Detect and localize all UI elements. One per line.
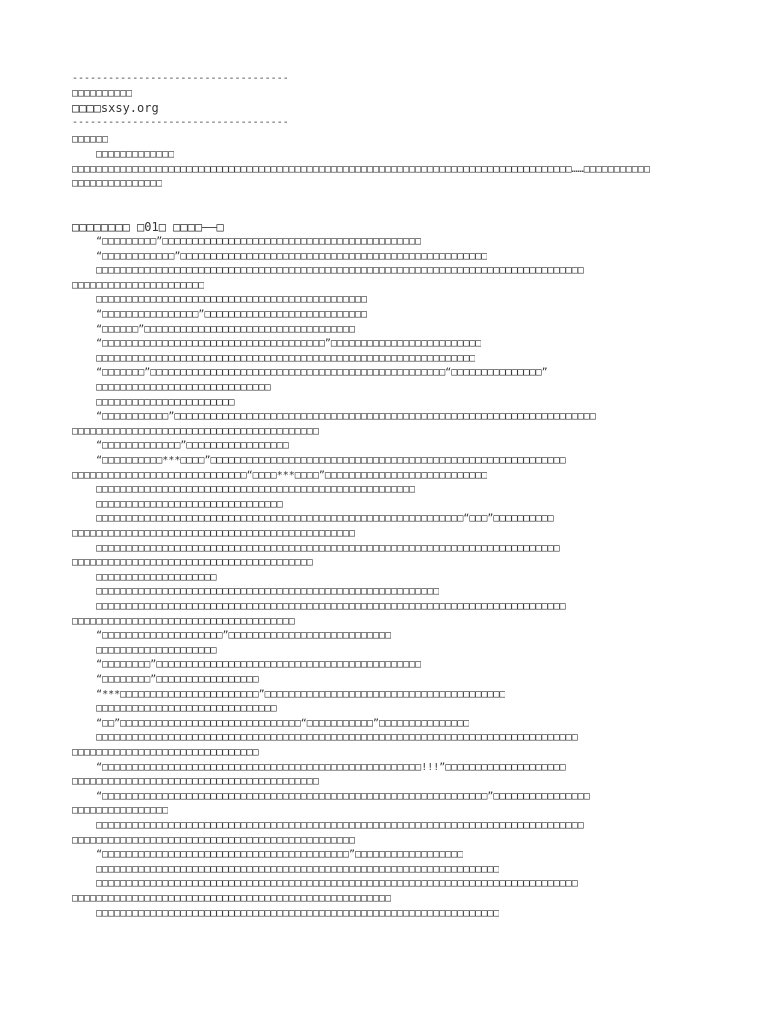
body-line: □□□□□□□□□□□□□□□□□□□□□□□□□□□□□□□□□□□□□□□□□□□□□□□□□□□□□□□□□□□□□□□□□□□ (72, 907, 500, 919)
body-line: “□□□□□□□□□□□□□”□□□□□□□□□□□□□□□□□ (72, 440, 289, 452)
body-line: □□□□□□□□□□□□□□□□□□□□ (72, 571, 217, 583)
body-line: “□□□□□□□□”□□□□□□□□□□□□□□□□□□□□□□□□□□□□□□□□□□□□□□□□□□□□ (72, 659, 422, 671)
body-line: □□□□□□□□□□□□□□□□□□□□□□□□□□□□□ (72, 382, 271, 393)
body-line: □□□□□□□□□□□□□□□□□□□□□□□□□□□□□□□□□□□□□□□□□□□□□□□□□□□□□□□□□□□□□□□□□□□□□□□□□□□□□□□□ (72, 878, 578, 890)
body-line: □□□□□□□□□□□□□□□□□□□□□□□□□□□□□□□□□□□□□□□□□ (72, 776, 319, 788)
body-line: “□□□□□□□□”□□□□□□□□□□□□□□□□□ (72, 674, 259, 685)
body-line: “□□□□□□□□□□□□□□□□□□□□□□□□□□□□□□□□□□□□□□□□□□□□□□□□□□□□□!!!”□□□□□□□□□□□□□□□□□□□□ (72, 761, 566, 773)
body-line: □□□□□□□□□□□□□□□□□□□□□□□□□□□□□□□□□□□□□□□□□□□□□□□□□□□□□□□□□ (72, 586, 440, 598)
body-line: □□□□□□□□□□□□□□□□□□□□□□□□□□□□□□□□□□□□□□□□□□□□□□□□□□□□□□□□□□□□□“□□□”□□□□□□□□□□ (72, 513, 554, 525)
header-line: □□□□□□□□□□ (72, 88, 133, 99)
chapter-title: □□□□□□□□ □01□ □□□□——□ (72, 220, 224, 234)
body-line: □□□□□□□□□□□□□□□□□□□□ (72, 644, 217, 656)
body-line: □□□□□□□□□□□□□□□□□□□□□□□□□□□□□□□□□□□□□□□□□□□□□□□□□□□□□ (72, 484, 416, 496)
intro-label: □□□□□□ (72, 134, 109, 145)
separator-top: ------------------------------------ (72, 73, 289, 84)
body-line: □□□□□□□□□□□□□□□□□□□□□□□□□□□□□□□□□□□□□□□□□□□□□□□□□□□□□□□□□□□□□□□□□□□□□□□□□□□□□□□□□ (72, 265, 584, 277)
body-line: “□□□□□□□□□□□”□□□□□□□□□□□□□□□□□□□□□□□□□□□□□□□□□□□□□□□□□□□□□□□□□□□□□□□□□□□□□□□□□□□□□□ (72, 411, 596, 423)
body-line: □□□□□□□□□□□□□□□□□□□□□□□□□□□□□□□□□□□□□□□□□□□□□□□ (72, 834, 355, 846)
body-line: “□□□□□□”□□□□□□□□□□□□□□□□□□□□□□□□□□□□□□□□□□□ (72, 323, 355, 335)
body-line: □□□□□□□□□□□□□□□□□□□□□□□□□□□□□□ (72, 703, 277, 715)
body-line: “□□□□□□□□□□***□□□□”□□□□□□□□□□□□□□□□□□□□□□□□□□□□□□□□□□□□□□□□□□□□□□□□□□□□□□□□□□□ (72, 455, 566, 466)
body-line: □□□□□□□□□□□□□□□□□□□□□□□□□□□□□□□□□□□□□ (72, 615, 295, 627)
site-name: □□□□sxsy.org (72, 101, 159, 115)
body-line: □□□□□□□□□□□□□□□□□□□□□□□□□□□□□“□□□□***□□□□”□□□□□□□□□□□□□□□□□□□□□□□□□□□ (72, 469, 488, 481)
body-line: □□□□□□□□□□□□□□□□□□□□□□□□□□□□□□□□□□□□□□□□□ (72, 425, 319, 437)
body-line: “□□□□□□□□□□□□”□□□□□□□□□□□□□□□□□□□□□□□□□□□□□□□□□□□□□□□□□□□□□□□□□□□ (72, 250, 488, 262)
body-line: “□□□□□□□□□□□□□□□□”□□□□□□□□□□□□□□□□□□□□□□□□□□□ (72, 309, 368, 320)
intro-text-continued: □□□□□□□□□□□□□□□ (72, 178, 163, 189)
body-line: “□□”□□□□□□□□□□□□□□□□□□□□□□□□□□□□□□“□□□□□□□□□□□”□□□□□□□□□□□□□□□ (72, 717, 470, 729)
body-line: “□□□□□□□”□□□□□□□□□□□□□□□□□□□□□□□□□□□□□□□□□□□□□□□□□□□□□□□□□“□□□□□□□□□□□□□□□” (72, 367, 548, 379)
body-line: □□□□□□□□□□□□□□□□□□□□□□□□□□□□□□□□□□□□□□□□□□□□□□□□□□□□□□□□□□□□□□□□□□□□□□□□□□□□□□□□□ (72, 820, 584, 831)
body-line: □□□□□□□□□□□□□□□□□□□□□□□□□□□□□□□□□□□□□□□□□□□□□□□□□□□□□□□□□□□□□□□ (72, 352, 476, 364)
body-line: □□□□□□□□□□□□□□□□□□□□□□□□□□□□□□□□□□□□□□□□□□□□□□□□□□□□□□□□□□□□□□□□□□□□□□□□□□□□□□ (72, 601, 566, 612)
body-line: “□□□□□□□□□□□□□□□□□□□□”□□□□□□□□□□□□□□□□□□□□□□□□□□□ (72, 630, 392, 642)
body-line: □□□□□□□□□□□□□□□□□□□□□□□□□□□□□□□ (72, 498, 283, 510)
body-line: □□□□□□□□□□□□□□□□□□□□□□□□□□□□□□□□□□□□□□□□□□□□□ (72, 294, 368, 306)
body-line: □□□□□□□□□□□□□□□□□□□□□□□□□□□□□□□□□□□□□□□□□□□□□□□□□□□□□□□□□□□□□□□□□□□ (72, 863, 500, 875)
body-line: □□□□□□□□□□□□□□□□□□□□□□□□□□□□□□□□□□□□□□□□□□□□□□□□□□□□□□□□□□□□□□□□□□□□□□□□□□□□□ (72, 542, 560, 554)
body-line: □□□□□□□□□□□□□□□□ (72, 805, 169, 817)
body-line: □□□□□□□□□□□□□□□□□□□□□□□ (72, 396, 235, 408)
body-line: □□□□□□□□□□□□□□□□□□□□□□□□□□□□□□□□□□□□□□□□ (72, 557, 313, 569)
body-line: “***□□□□□□□□□□□□□□□□□□□□□□□”□□□□□□□□□□□□□□□□□□□□□□□□□□□□□□□□□□□□□□□□ (72, 688, 506, 700)
separator-bottom: ------------------------------------ (72, 117, 289, 128)
body-line: “□□□□□□□□□□□□□□□□□□□□□□□□□□□□□□□□□□□□□□□□□”□□□□□□□□□□□□□□□□□□ (72, 849, 464, 861)
body-line: □□□□□□□□□□□□□□□□□□□□□□□□□□□□□□□□□□□□□□□□□□□□□□□ (72, 528, 355, 539)
body-line: “□□□□□□□□□□□□□□□□□□□□□□□□□□□□□□□□□□□□□□□□□□□□□□□□□□□□□□□□□□□□□□□□”□□□□□□□□□□□□□□□□ (72, 790, 590, 802)
intro-indent-line: □□□□□□□□□□□□□ (96, 149, 175, 160)
body-line: □□□□□□□□□□□□□□□□□□□□□□□□□□□□□□□□□□□□□□□□□□□□□□□□□□□□□□□□□□□□□□□□□□□□□□□□□□□□□□□□ (72, 732, 578, 744)
body-line: □□□□□□□□□□□□□□□□□□□□□□□□□□□□□□□□□□□□□□□□□□□□□□□□□□□□□ (72, 893, 392, 904)
body-line: □□□□□□□□□□□□□□□□□□□□□□ (72, 279, 205, 291)
body-line: “□□□□□□□□□”□□□□□□□□□□□□□□□□□□□□□□□□□□□□□□□□□□□□□□□□□□□ (72, 236, 422, 247)
body-line: □□□□□□□□□□□□□□□□□□□□□□□□□□□□□□□ (72, 747, 259, 758)
body-line: “□□□□□□□□□□□□□□□□□□□□□□□□□□□□□□□□□□□□□”□□□□□□□□□□□□□□□□□□□□□□□□□ (72, 338, 482, 350)
intro-text: □□□□□□□□□□□□□□□□□□□□□□□□□□□□□□□□□□□□□□□□□□□□□□□□□□□□□□□□□□□□□□□□□□□□□□□□□□□□□□□□□□□……□□□□□□□□□□□ (72, 164, 650, 175)
